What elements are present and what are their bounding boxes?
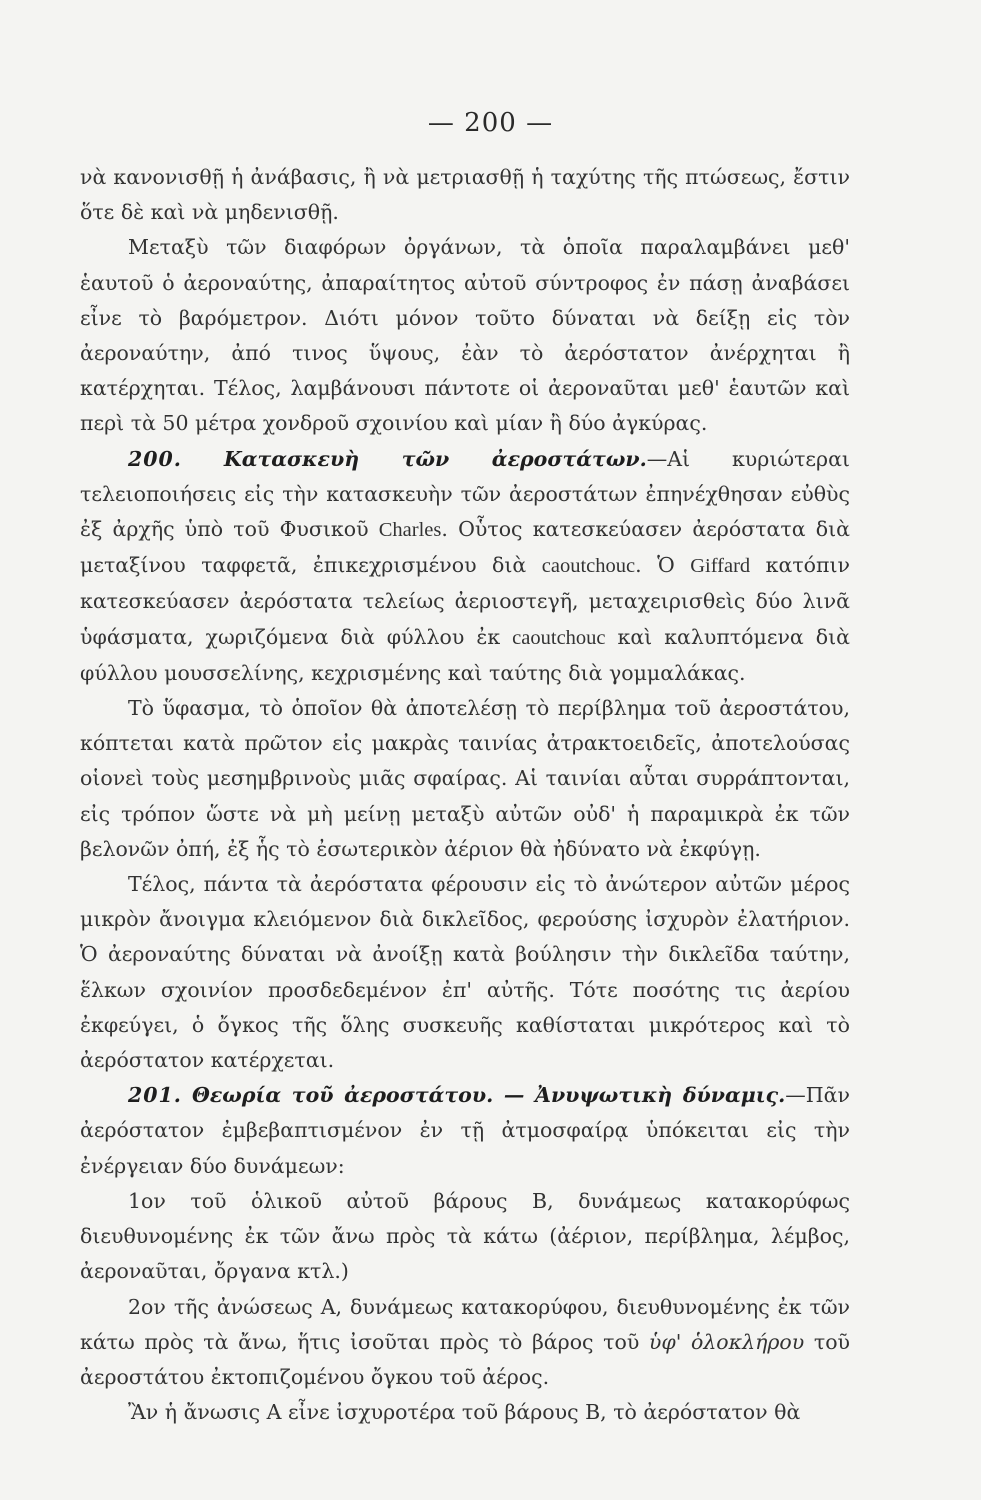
paragraph-first-force: 1ον τοῦ ὁλικοῦ αὐτοῦ βάρους Β, δυνάμεως κατακορύφως διευθυνομένης ἐκ τῶν ἄνω πρὸς τὰ κάτω (ἀέριον, περίβλημα, λέμβος, ἀεροναῦται, ὄργανα κτλ.): [80, 1188, 850, 1284]
section-200-text-e: καὶ καλυπτόμενα διὰ φύλλου μουσσελίνης, κεχρισμένης καὶ ταύτης διὰ γομμαλάκας.: [80, 624, 850, 685]
section-200-title: Κατασκευὴ τῶν ἀεροστάτων.: [223, 446, 647, 471]
section-201-number: 201.: [128, 1083, 182, 1108]
section-201: [80, 1078, 850, 1184]
section-200: [80, 442, 850, 691]
section-201-title: Θεωρία τοῦ ἀεροστάτου. — Ἀνυψωτικὴ δύναμις.: [191, 1083, 786, 1108]
paragraph-final: Ἂν ἡ ἄνωσις Α εἶνε ἰσχυροτέρα τοῦ βάρους Β, τὸ ἀερόστατον θὰ: [128, 1400, 801, 1425]
word-caoutchouc-2: caoutchouc: [512, 626, 606, 649]
section-200-text-d: κατόπιν κατεσκεύασεν ἀερόστατα τελείως ἀεριοστεγῆ, μεταχειρισθεὶς δύο λινᾶ ὑφάσματα, χωριζόμενα διὰ φύλλου ἐκ: [80, 553, 850, 649]
paragraph-second-force: [80, 1290, 850, 1396]
word-caoutchouc: caoutchouc: [541, 555, 636, 578]
section-200-text-b: . Οὗτος κατεσκεύασεν ἀερόστατα διὰ μεταξίνου ταφφετᾶ, ἐπικεχρισμένου διὰ: [80, 517, 850, 578]
name-charles: Charles: [378, 519, 442, 542]
paragraph-instruments: Μεταξὺ τῶν διαφόρων ὀργάνων, τὰ ὁποῖα παραλαμβάνει μεθ' ἑαυτοῦ ὁ ἀεροναύτης, ἀπαραίτητος αὐτοῦ σύντροφος ἐν πάσῃ ἀναβάσει εἶνε τὸ βαρόμετρον. Διότι μόνον τοῦτο δύναται νὰ δείξῃ εἰς τὸν ἀεροναύτην, ἀπό τινος ὕψους, ἐὰν τὸ ἀερόστατον ἀνέρχηται ἢ κατέρχηται. Τέλος, λαμβάνουσι πάντοτε οἱ ἀεροναῦται μεθ' ἑαυτῶν καὶ περὶ τὰ 50 μέτρα χονδροῦ σχοινίου καὶ μίαν ἢ δύο ἀγκύρας.: [80, 235, 850, 436]
second-force-italic: ὑφ' ὁλοκλήρου: [648, 1329, 805, 1354]
paragraph-valve: Τέλος, πάντα τὰ ἀερόστατα φέρουσιν εἰς τὸ ἀνώτερον αὐτῶν μέρος μικρὸν ἄνοιγμα κλειόμενον διὰ δικλεῖδος, φερούσης ἰσχυρὸν ἐλατήριον. Ὁ ἀεροναύτης δύναται νὰ ἀνοίξῃ κατὰ βούλησιν τὴν δικλεῖδα ταύτην, ἕλκων σχοινίον προσδεδεμένον ἐπ' αὐτῆς. Τότε ποσότης τις ἀερίου ἐκφεύγει, ὁ ὄγκος τῆς ὅλης συσκευῆς καθίσταται μικρότερος καὶ τὸ ἀερόστατον κατέρχεται.: [80, 872, 850, 1073]
second-force-text-a: 2ον τῆς ἀνώσεως Α, δυνάμεως κατακορύφου, διευθυνομένης ἐκ τῶν κάτω πρὸς τὰ ἄνω, ἥτις ἰσοῦται πρὸς τὸ βάρος τοῦ: [80, 1294, 850, 1354]
second-force-text-b: τοῦ ἀεροστάτου ἐκτοπιζομένου ὄγκου τοῦ ἀέρος.: [80, 1329, 850, 1389]
body-text: [80, 160, 850, 1430]
page-number: — 200 —: [427, 108, 554, 138]
paragraph-continuation: νὰ κανονισθῇ ἡ ἀνάβασις, ἢ νὰ μετριασθῇ ἡ ταχύτης τῆς πτώσεως, ἔστιν ὅτε δὲ καὶ νὰ μηδενισθῇ.: [80, 165, 850, 225]
section-200-number: 200.: [128, 446, 182, 471]
section-200-text-c: . Ὁ: [635, 553, 691, 578]
section-200-text-a: —Αἱ κυριώτεραι τελειοποιήσεις εἰς τὴν κατασκευὴν τῶν ἀεροστάτων ἐπηνέχθησαν εὐθὺς ἐξ ἀρχῆς ὑπὸ τοῦ Φυσικοῦ: [80, 446, 850, 542]
name-giffard: Giffard: [690, 555, 751, 578]
section-201-text: —Πᾶν ἀερόστατον ἐμβεβαπτισμένον ἐν τῇ ἀτμοσφαίρᾳ ὑπόκειται εἰς τὴν ἐνέργειαν δύο δυνάμεων:: [80, 1083, 850, 1178]
paragraph-fabric: Τὸ ὕφασμα, τὸ ὁποῖον θὰ ἀποτελέσῃ τὸ περίβλημα τοῦ ἀεροστάτου, κόπτεται κατὰ πρῶτον εἰς μακρὰς ταινίας ἀτρακτοειδεῖς, ἀποτελούσας οἱονεὶ τοὺς μεσημβρινοὺς μιᾶς σφαίρας. Αἱ ταινίαι αὗται συρράπτονται, εἰς τρόπον ὥστε νὰ μὴ μείνῃ μεταξὺ αὐτῶν οὐδ' ἡ παραμικρὰ ἐκ τῶν βελονῶν ὀπή, ἐξ ἧς τὸ ἐσωτερικὸν ἀέριον θὰ ἠδύνατο νὰ ἐκφύγῃ.: [80, 696, 850, 861]
